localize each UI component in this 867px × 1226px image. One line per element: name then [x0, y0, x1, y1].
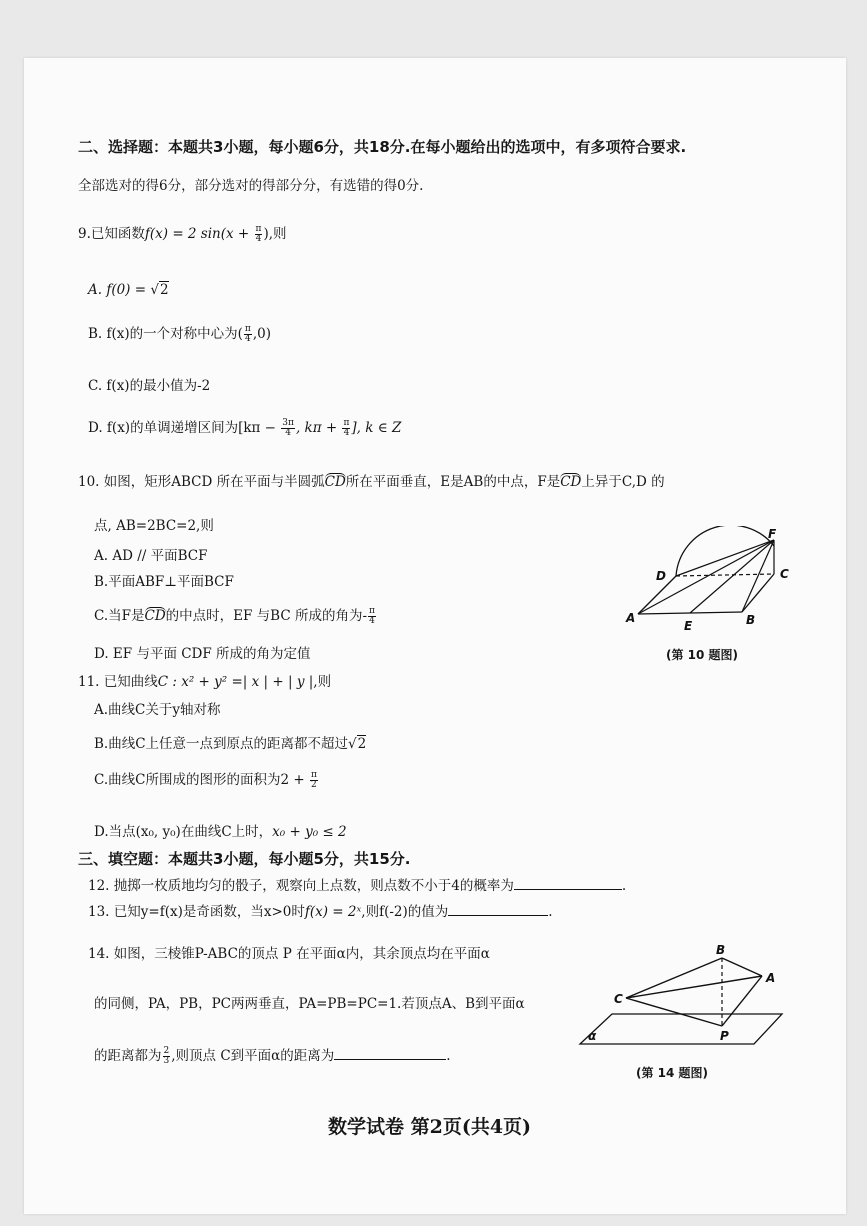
label-b: B [716, 943, 726, 957]
q14-stem-line3 [94, 1044, 451, 1066]
edge-ca [626, 976, 762, 998]
q11-option-d [94, 820, 347, 840]
label-c: C [780, 567, 789, 581]
option-text: C.曲线C所围成的图形的面积为2 + [94, 772, 309, 788]
option-text-end: ], k ∈ Z [351, 420, 402, 436]
frac-num: 2 [163, 1046, 170, 1056]
edge-ap [722, 976, 762, 1026]
option-text: D. f(x)的单调递增区间为[kπ − [88, 420, 281, 436]
q9-fraction [255, 225, 263, 244]
label-a: A [626, 611, 636, 625]
plane-alpha [580, 1014, 782, 1044]
sqrt-radicand: 2 [357, 736, 367, 752]
section-2-rule: 全部选对的得6分，部分选对的得部分分，有选错的得0分. [78, 178, 424, 194]
stem-text: 13. 已知y=f(x)是奇函数，当x>0时 [88, 904, 305, 920]
q9-option-a: A. f(0) = √2 [88, 282, 169, 298]
q9-function: f(x) = 2 sin(x + [144, 226, 254, 242]
frac-den: 4 [285, 428, 291, 438]
q13-stem [88, 900, 553, 920]
q11-option-a: A.曲线C关于y轴对称 [94, 702, 221, 718]
stem-text: 11. 已知曲线 [78, 674, 158, 690]
q11-c-fraction [310, 771, 318, 790]
q14-stem-line2: 的同侧，PA，PB，PC两两垂直，PA=PB=PC=1.若顶点A、B到平面α [94, 996, 525, 1012]
option-text-mid: , kπ + [295, 420, 342, 436]
stem-text: 12. 抛掷一枚质地均匀的骰子，观察向上点数，则点数不小于4的概率为 [88, 878, 514, 894]
edge-df [676, 540, 774, 576]
option-text: A. f(0) = [88, 282, 151, 298]
label-e: E [684, 619, 693, 632]
q10-option-a: A. AD // 平面BCF [94, 548, 208, 564]
q9-d-fraction-2 [342, 419, 350, 438]
option-inequality: x₀ + y₀ ≤ 2 [272, 824, 347, 840]
frac-num: 3π [282, 418, 294, 428]
semicircle-arc [676, 526, 774, 576]
option-text-end: ,0) [252, 326, 271, 342]
q11-option-b: B.曲线C上任意一点到原点的距离都不超过√2 [94, 736, 367, 752]
q14-figure-caption: (第 14 题图) [636, 1066, 709, 1080]
q11-stem [78, 670, 331, 690]
q10-figure-caption: (第 10 题图) [666, 648, 739, 662]
option-text: D.当点(x₀, y₀)在曲线C上时， [94, 824, 273, 840]
q12-stem [88, 874, 626, 894]
q9-b-fraction [244, 325, 252, 344]
q11-equation: C : x² + y² =| x | + | y | [157, 674, 314, 690]
label-p: P [720, 1029, 729, 1043]
q9-d-fraction-1 [281, 419, 295, 438]
stem-end: . [621, 878, 627, 894]
stem-text: 10. 如图，矩形ABCD 所在平面与半圆弧 [78, 474, 325, 490]
label-alpha: α [588, 1029, 597, 1043]
edge-bc [742, 574, 774, 612]
frac-den: 4 [255, 234, 262, 244]
q10-figure [618, 526, 798, 632]
option-text: B. f(x)的一个对称中心为( [88, 326, 243, 342]
stem-text: ,则f(-2)的值为 [361, 904, 449, 920]
arc-cd: CD [324, 474, 346, 490]
edge-ba [722, 958, 762, 976]
q14-stem-line1: 14. 如图，三棱锥P-ABC的顶点 P 在平面α内，其余顶点均在平面α [88, 946, 490, 962]
q10-option-d: D. EF 与平面 CDF 所成的角为定值 [94, 646, 311, 662]
q10-c-fraction [368, 607, 376, 626]
edge-bf [742, 540, 774, 612]
frac-den: 4 [245, 334, 251, 344]
stem-text: ,则顶点 C到平面α的距离为 [171, 1048, 335, 1064]
q11-option-c [94, 768, 319, 790]
section-3-heading: 三、填空题：本题共3小题，每小题5分，共15分. [78, 850, 411, 868]
label-c: C [614, 992, 623, 1006]
stem-end: . [548, 904, 553, 920]
q12-answer-blank[interactable] [514, 877, 622, 890]
q9-option-b [88, 322, 271, 344]
frac-den: 4 [343, 428, 350, 438]
q10-stem-line1 [78, 470, 665, 490]
option-text: B.曲线C上任意一点到原点的距离都不超过 [94, 736, 349, 752]
frac-num: π [369, 606, 375, 616]
q10-option-c [94, 604, 377, 626]
stem-text: 的距离都为 [94, 1048, 162, 1064]
frac-num: π [310, 770, 317, 780]
label-a: A [766, 971, 776, 985]
q14-fraction [163, 1047, 171, 1066]
frac-num: π [343, 418, 350, 428]
section-2-heading: 二、选择题：本题共3小题，每小题6分，共18分.在每小题给出的选项中，有多项符合要求. [78, 138, 687, 156]
edge-ef [690, 540, 774, 613]
stem-text-end: ,则 [313, 674, 332, 690]
stem-text: 所在平面垂直，E是AB的中点，F是 [345, 474, 561, 490]
sqrt-radicand: 2 [159, 282, 169, 298]
frac-num: π [244, 324, 251, 334]
arc-cd: CD [560, 474, 582, 490]
arc-cd: CD [144, 608, 166, 624]
q9-stem [78, 222, 287, 244]
q9-option-c: C. f(x)的最小值为-2 [88, 378, 211, 394]
frac-den: 3 [163, 1056, 170, 1066]
label-d: D [656, 569, 666, 583]
q14-figure [576, 940, 786, 1050]
label-f: F [768, 527, 777, 541]
edge-cb [626, 958, 722, 998]
q9-stem-end: ),则 [263, 226, 287, 242]
q14-answer-blank[interactable] [334, 1047, 446, 1060]
q13-answer-blank[interactable] [448, 903, 548, 916]
frac-num: π [255, 224, 262, 234]
frac-den: 4 [369, 616, 375, 626]
stem-text: 上异于C,D 的 [581, 474, 665, 490]
q13-equation: f(x) = 2ˣ [304, 904, 362, 920]
page-footer: 数学试卷 第2页(共4页) [328, 1116, 532, 1138]
stem-end: . [446, 1048, 451, 1064]
edge-cp [626, 998, 722, 1026]
q9-stem-text: 9.已知函数 [78, 226, 145, 242]
q10-option-b: B.平面ABF⊥平面BCF [94, 574, 234, 590]
option-text: C.当F是 [94, 608, 145, 624]
option-text-end: 的中点时，EF 与BC 所成的角为- [165, 608, 368, 624]
q10-stem-line2: 点, AB=2BC=2,则 [94, 518, 214, 534]
q9-option-d [88, 416, 401, 438]
frac-den: 2 [311, 780, 317, 790]
label-b: B [746, 613, 756, 627]
